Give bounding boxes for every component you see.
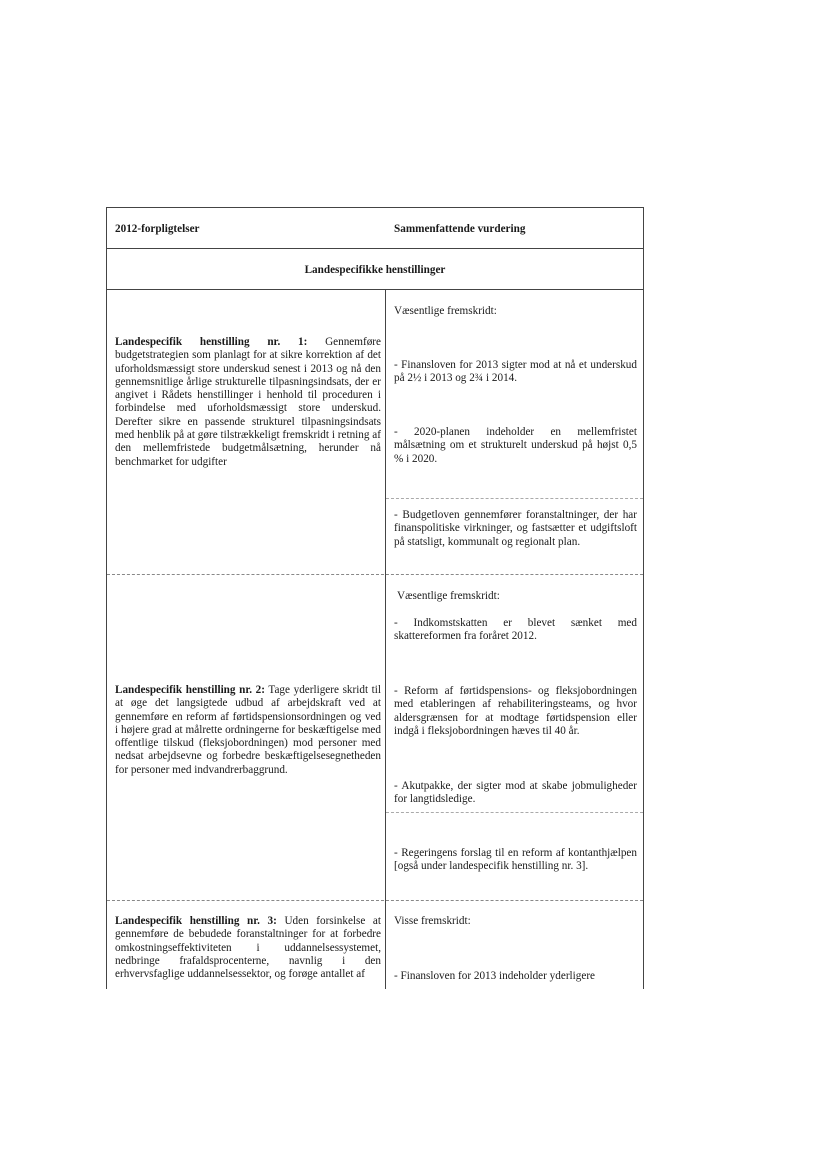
row-separator <box>107 900 643 901</box>
section-title: Landespecifikke henstillinger <box>304 264 446 276</box>
recommendation-3 <box>115 915 381 981</box>
assessment-1-item-2: - 2020-planen indeholder en mellemfristet målsætning om et strukturelt underskud på højst 0,5 % i 2020. <box>394 426 637 465</box>
commitments-table <box>106 207 644 989</box>
assessment-3-item-1: - Finansloven for 2013 indeholder yderligere <box>394 970 596 982</box>
table-header-row <box>107 208 643 249</box>
sub-separator <box>386 498 643 499</box>
header-assessment: Sammenfattende vurdering <box>394 223 526 235</box>
column-divider <box>385 290 386 989</box>
recommendation-2 <box>115 684 381 777</box>
sub-separator <box>386 812 643 813</box>
recommendation-2-text: Tage yderligere skridt til at øge det langsigtede udbud af arbejdskraft ved at gennemføre en reform af førtidspensionsordningen og ved i højere grad at målrette ordningerne for beskæftigelse med offentlige tilskud (fleksjobordningen) mod personer med nedsat arbejdsevne og forbedre beskæftigelsesegnetheden for personer med indvandrerbaggrund. <box>115 684 381 776</box>
header-commitments: 2012-forpligtelser <box>115 223 200 235</box>
assessment-1-item-1: - Finansloven for 2013 sigter mod at nå et underskud på 2½ i 2013 og 2¾ i 2014. <box>394 359 637 385</box>
assessment-2: Væsentlige fremskridt: <box>397 590 500 602</box>
section-row <box>107 249 643 290</box>
recommendation-3-title: Landespecifik henstilling nr. 3: <box>115 915 277 927</box>
row-separator <box>107 574 643 575</box>
recommendation-1 <box>115 336 381 469</box>
recommendation-2-title: Landespecifik henstilling nr. 2: <box>115 684 265 696</box>
assessment-2-item-2: - Reform af førtidspensions- og fleksjobordningen med etableringen af rehabiliteringsteams, og hvor aldersgrænsen for at modtage førtidspension eller indgå i fleksjobordningen hæves til 40 år. <box>394 685 637 737</box>
assessment-2-item-1: - Indkomstskatten er blevet sænket med skattereformen fra foråret 2012. <box>394 617 637 643</box>
assessment-1-item-3: - Budgetloven gennemfører foranstaltninger, der har finanspolitiske virkninger, og fastsætter et udgiftsloft på statsligt, kommunalt og regionalt plan. <box>394 509 637 548</box>
recommendation-1-text: Gennemføre budgetstrategien som planlagt for at sikre korrektion af det uforholdsmæssigt store underskud senest i 2013 og nå den gennemsnitlige årlige strukturelle tilpasningsindsats, der er angivet i Rådets henstillinger i henhold til proceduren i forbindelse med uforholdsmæssigt store underskud. Derefter sikre en passende strukturel tilpasningsindsats med henblik på at gøre tilstrækkeligt fremskridt i retning af den mellemfristede budgetmålsætning, herunder nå benchmarket for udgifter <box>115 336 381 468</box>
assessment-3: Visse fremskridt: <box>394 915 471 927</box>
recommendation-3-text: Uden forsinkelse at gennemføre de bebudede foranstaltninger for at forbedre omkostningseffektiviteten i uddannelsessystemet, nedbringe frafaldsprocenterne, navnlig i den erhvervsfaglige uddannelsessektor, og forøge antallet af <box>115 915 381 981</box>
assessment-2-item-3: - Akutpakke, der sigter mod at skabe jobmuligheder for langtidsledige. <box>394 780 637 806</box>
assessment-1: Væsentlige fremskridt: <box>394 305 497 317</box>
assessment-2-item-4: - Regeringens forslag til en reform af kontanthjælpen [også under landespecifik henstilling nr. 3]. <box>394 847 637 873</box>
recommendation-1-title: Landespecifik henstilling nr. 1: <box>115 336 308 348</box>
